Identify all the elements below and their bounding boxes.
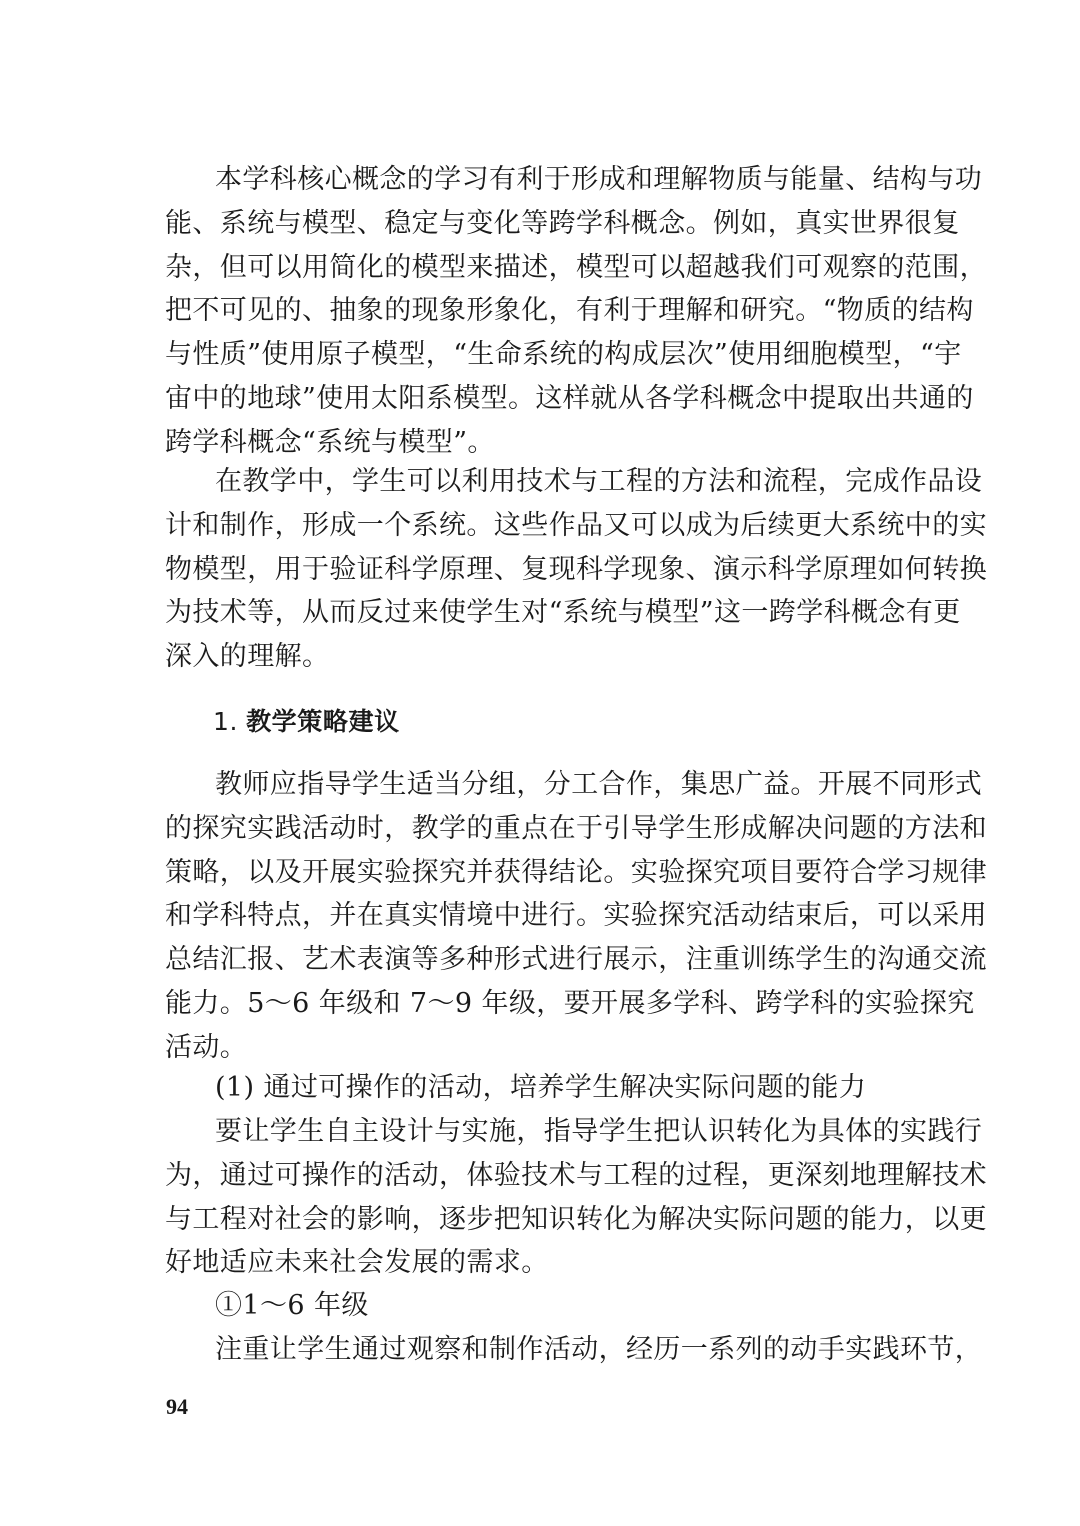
text-line: 深入的理解。: [165, 641, 330, 673]
subheading-grades-1-6: [165, 1284, 917, 1328]
text-line: 注重让学生通过观察和制作活动，经历一系列的动手实践环节，: [215, 1334, 983, 1365]
text-line: 要让学生自主设计与实施，指导学生把认识转化为具体的实践行: [215, 1116, 983, 1147]
text-line: 在教学中，学生可以利用技术与工程的方法和流程，完成作品设: [215, 466, 983, 497]
section-heading-number: 1.: [213, 707, 239, 736]
text-line: 与性质”使用原子模型，“生命系统的构成层次”使用细胞模型，“宇: [165, 339, 962, 371]
text-line: 能、系统与模型、稳定与变化等跨学科概念。例如，真实世界很复: [165, 207, 960, 239]
paragraph-practice: [165, 1110, 987, 1285]
text-line: 与工程对社会的影响，逐步把知识转化为解决实际问题的能力，以更: [165, 1203, 987, 1235]
section-heading-text: 教学策略建议: [246, 707, 400, 736]
text-line: 宙中的地球”使用太阳系模型。这样就从各学科概念中提取出共通的: [165, 382, 974, 414]
text-line: 能力。5～6 年级和 7～9 年级，要开展多学科、跨学科的实验探究: [165, 987, 975, 1019]
text-line: (1) 通过可操作的活动，培养学生解决实际问题的能力: [215, 1072, 867, 1103]
section-heading: [213, 702, 400, 742]
text-line: 总结汇报、艺术表演等多种形式进行展示，注重训练学生的沟通交流: [165, 944, 987, 976]
text-line: 计和制作，形成一个系统。这些作品又可以成为后续更大系统中的实: [165, 509, 987, 541]
text-line: 和学科特点，并在真实情境中进行。实验探究活动结束后，可以采用: [165, 900, 987, 932]
paragraph-teaching-strategy: [165, 763, 987, 1070]
subheading-operable-activities: [165, 1066, 917, 1110]
text-line: 为，通过可操作的活动，体验技术与工程的过程，更深刻地理解技术: [165, 1159, 987, 1191]
paragraph-core-concepts: [165, 158, 987, 465]
text-line: 活动。: [165, 1031, 248, 1063]
text-line: ①1～6 年级: [215, 1290, 369, 1321]
text-line: 的探究实践活动时，教学的重点在于引导学生形成解决问题的方法和: [165, 812, 987, 844]
text-line: 物模型，用于验证科学原理、复现科学现象、演示科学原理如何转换: [165, 553, 987, 585]
text-line: 把不可见的、抽象的现象形象化，有利于理解和研究。“物质的结构: [165, 295, 974, 327]
text-line: 跨学科概念“系统与模型”。: [165, 426, 495, 458]
text-line: 好地适应未来社会发展的需求。: [165, 1247, 549, 1279]
text-line: 为技术等，从而反过来使学生对“系统与模型”这一跨学科概念有更: [165, 597, 961, 629]
text-line: 本学科核心概念的学习有利于形成和理解物质与能量、结构与功: [215, 164, 983, 195]
text-line: 策略，以及开展实验探究并获得结论。实验探究项目要符合学习规律: [165, 856, 987, 888]
paragraph-grades-1-6: [165, 1328, 983, 1372]
paragraph-teaching-systems: [165, 460, 987, 679]
page-number: 94: [166, 1394, 188, 1419]
text-line: 教师应指导学生适当分组，分工合作，集思广益。开展不同形式: [215, 769, 983, 800]
text-line: 杂，但可以用简化的模型来描述，模型可以超越我们可观察的范围，: [165, 251, 987, 283]
